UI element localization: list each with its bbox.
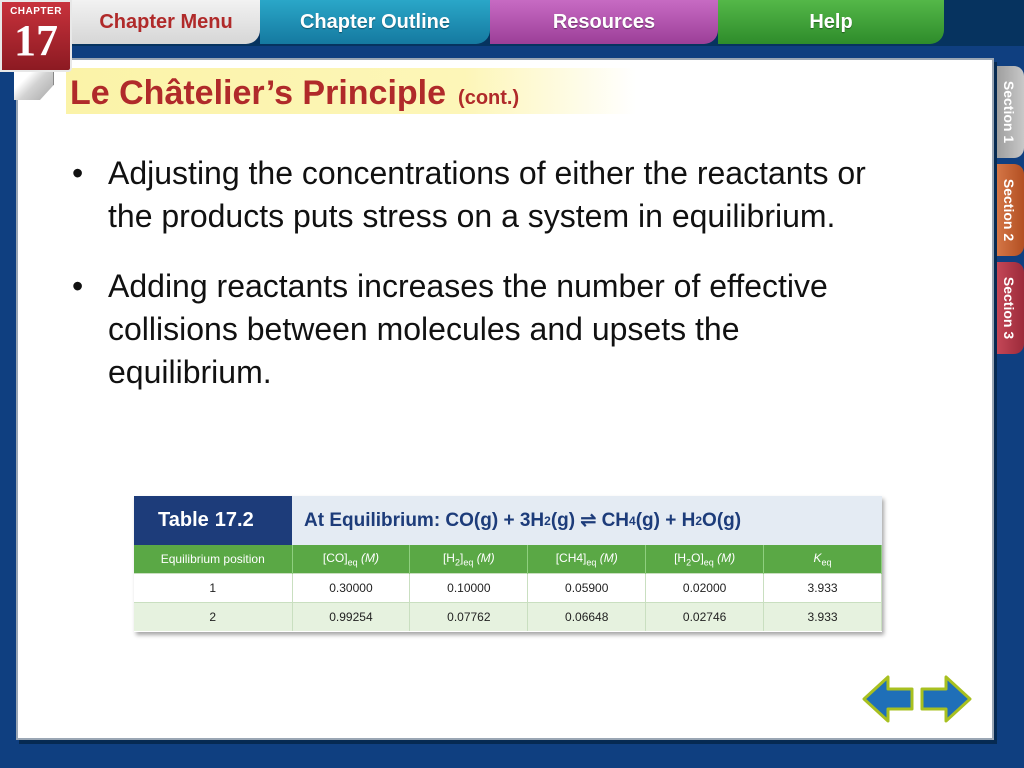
equilibrium-table	[134, 496, 882, 632]
slide-title: Le Châtelier’s Principle	[70, 74, 447, 112]
section-3-label: Section 3	[1001, 276, 1017, 340]
bullet-dot-icon: •	[72, 268, 84, 304]
resources-tab[interactable]: Resources	[490, 0, 718, 44]
column-headers	[134, 545, 882, 573]
previous-arrow-icon[interactable]	[862, 674, 914, 724]
data-table	[134, 545, 882, 631]
col-ch4: $[CH4]_{eq}$ (M)	[528, 545, 646, 573]
equilibrium-arrow-icon: ⇌	[580, 510, 597, 531]
table-title: At Equilibrium: CO(g) + 3H 2 (g) ⇌ CH 4 (g) + H 2 O(g)	[292, 496, 882, 545]
bullet-text: Adjusting the concentrations of either the reactants or the products puts stress on a system in equilibrium.	[108, 155, 866, 234]
col-co: $[CO]_{eq}$ (M)	[292, 545, 410, 573]
chapter-menu-tab[interactable]: Chapter Menu	[72, 0, 260, 44]
table-row: 1 0.30000 0.10000 0.05900 0.02000 3.933	[134, 573, 882, 602]
chapter-label: CHAPTER	[10, 6, 62, 17]
col-keq: $K_{eq}$	[764, 545, 882, 573]
slide-title-suffix: (cont.)	[458, 87, 520, 109]
section-2-label: Section 2	[1001, 178, 1017, 242]
table-row: 2 0.99254 0.07762 0.06648 0.02746 3.933	[134, 602, 882, 631]
section-1-label: Section 1	[1001, 80, 1017, 144]
bullet-dot-icon: •	[72, 155, 84, 191]
chapter-number: 17	[14, 16, 58, 65]
bullet-list	[72, 152, 872, 421]
bullet-item	[72, 152, 872, 238]
help-tab[interactable]: Help	[718, 0, 944, 44]
section-1-tab[interactable]	[994, 66, 1024, 158]
col-position: Equilibrium position	[134, 545, 292, 573]
table-label: Table 17.2	[134, 496, 292, 545]
col-h2o: $[H_2O]_{eq}$ (M)	[646, 545, 764, 573]
col-h2: $[H_2]_{eq}$ (M)	[410, 545, 528, 573]
chapter-outline-tab[interactable]: Chapter Outline	[260, 0, 490, 44]
table-number: 17.2	[214, 509, 254, 531]
chapter-badge	[0, 0, 72, 72]
next-arrow-icon[interactable]	[920, 674, 972, 724]
bullet-text: Adding reactants increases the number of effective collisions between molecules and upsets the equilibrium.	[108, 268, 828, 390]
section-3-tab[interactable]	[994, 262, 1024, 354]
table-header	[134, 496, 882, 545]
section-2-tab[interactable]	[994, 164, 1024, 256]
slide-title-bar	[66, 68, 636, 114]
bullet-item	[72, 265, 872, 394]
